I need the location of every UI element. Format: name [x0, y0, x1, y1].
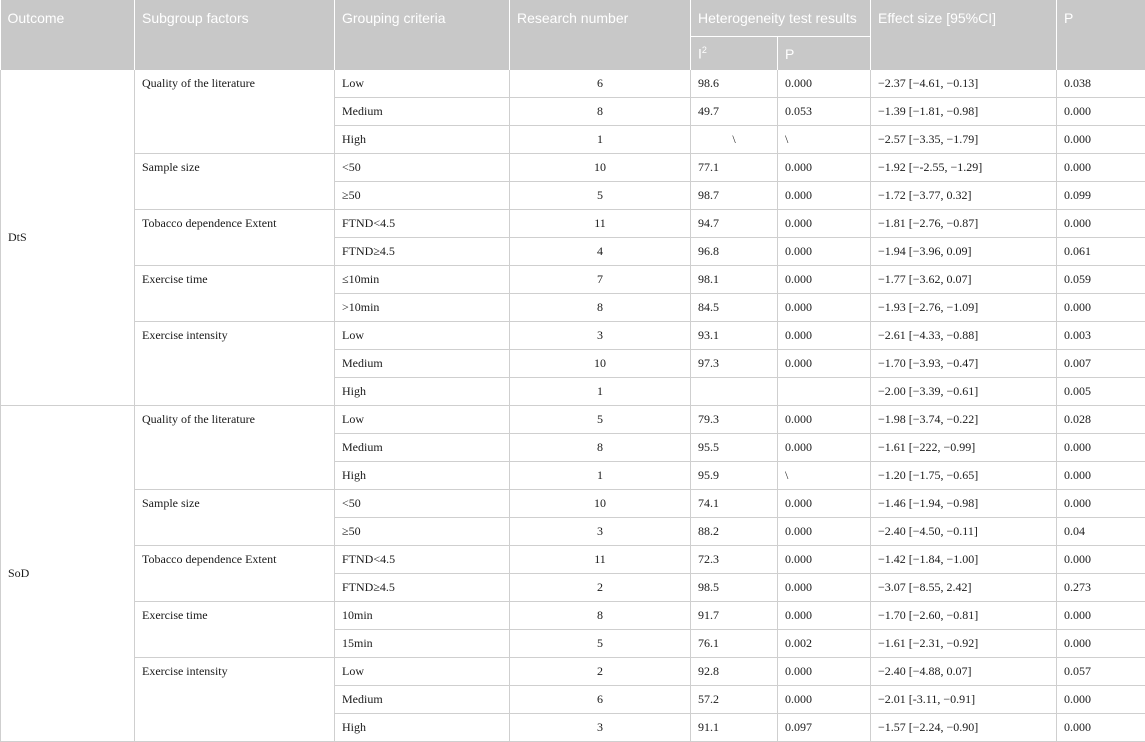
effect-size-cell: −1.61 [−2.31, −0.92] — [871, 630, 1057, 658]
heterogeneity-p-cell: \ — [778, 126, 871, 154]
p-value-cell: 0.007 — [1057, 350, 1145, 378]
p-value-cell: 0.000 — [1057, 630, 1145, 658]
grouping-criteria-cell: Medium — [335, 686, 510, 714]
effect-size-cell: −1.92 [−-2.55, −1.29] — [871, 154, 1057, 182]
header-i2 — [691, 37, 778, 71]
table-row — [1, 406, 1145, 434]
effect-size-cell: −1.46 [−1.94, −0.98] — [871, 490, 1057, 518]
subgroup-factor-cell: Sample size — [135, 154, 335, 210]
heterogeneity-p-cell: 0.000 — [778, 434, 871, 462]
effect-size-cell: −1.98 [−3.74, −0.22] — [871, 406, 1057, 434]
table-row — [1, 490, 1145, 518]
p-value-cell: 0.000 — [1057, 434, 1145, 462]
i2-cell: \ — [691, 126, 778, 154]
header-blank — [510, 37, 691, 71]
effect-size-cell: −1.70 [−3.93, −0.47] — [871, 350, 1057, 378]
grouping-criteria-cell: ≥50 — [335, 182, 510, 210]
p-value-cell: 0.000 — [1057, 294, 1145, 322]
p-value-cell: 0.000 — [1057, 546, 1145, 574]
research-number-cell: 5 — [510, 182, 691, 210]
grouping-criteria-cell: 15min — [335, 630, 510, 658]
effect-size-cell: −1.94 [−3.96, 0.09] — [871, 238, 1057, 266]
effect-size-cell: −1.39 [−1.81, −0.98] — [871, 98, 1057, 126]
grouping-criteria-cell: Low — [335, 658, 510, 686]
effect-size-cell: −1.42 [−1.84, −1.00] — [871, 546, 1057, 574]
heterogeneity-p-cell: \ — [778, 462, 871, 490]
subgroup-factor-cell: Quality of the literature — [135, 70, 335, 154]
table-row — [1, 210, 1145, 238]
header-blank — [1057, 37, 1145, 71]
i2-cell: 95.9 — [691, 462, 778, 490]
subgroup-factor-cell: Exercise intensity — [135, 658, 335, 742]
subgroup-factor-cell: Tobacco dependence Extent — [135, 546, 335, 602]
heterogeneity-p-cell: 0.000 — [778, 490, 871, 518]
p-value-cell: 0.04 — [1057, 518, 1145, 546]
research-number-cell: 11 — [510, 210, 691, 238]
subgroup-factor-cell: Exercise time — [135, 266, 335, 322]
heterogeneity-p-cell: 0.000 — [778, 266, 871, 294]
research-number-cell: 1 — [510, 462, 691, 490]
header-i2-label: I — [698, 46, 702, 62]
grouping-criteria-cell: High — [335, 714, 510, 742]
grouping-criteria-cell: FTND<4.5 — [335, 210, 510, 238]
table-header — [1, 0, 1145, 70]
p-value-cell: 0.273 — [1057, 574, 1145, 602]
research-number-cell: 10 — [510, 350, 691, 378]
effect-size-cell: −1.61 [−222, −0.99] — [871, 434, 1057, 462]
i2-cell: 77.1 — [691, 154, 778, 182]
header-heterogeneity: Heterogeneity test results — [691, 0, 871, 37]
grouping-criteria-cell: High — [335, 378, 510, 406]
i2-cell — [691, 378, 778, 406]
effect-size-cell: −1.72 [−3.77, 0.32] — [871, 182, 1057, 210]
p-value-cell: 0.000 — [1057, 714, 1145, 742]
subgroup-factor-cell: Quality of the literature — [135, 406, 335, 490]
header-blank — [135, 37, 335, 71]
i2-cell: 97.3 — [691, 350, 778, 378]
grouping-criteria-cell: Medium — [335, 434, 510, 462]
effect-size-cell: −3.07 [−8.55, 2.42] — [871, 574, 1057, 602]
subgroup-factor-cell: Tobacco dependence Extent — [135, 210, 335, 266]
heterogeneity-p-cell: 0.002 — [778, 630, 871, 658]
header-subgroup-factors: Subgroup factors — [135, 0, 335, 37]
effect-size-cell: −2.61 [−4.33, −0.88] — [871, 322, 1057, 350]
grouping-criteria-cell: 10min — [335, 602, 510, 630]
grouping-criteria-cell: Low — [335, 70, 510, 98]
effect-size-cell: −1.81 [−2.76, −0.87] — [871, 210, 1057, 238]
p-value-cell: 0.000 — [1057, 462, 1145, 490]
header-grouping-criteria: Grouping criteria — [335, 0, 510, 37]
p-value-cell: 0.028 — [1057, 406, 1145, 434]
research-number-cell: 6 — [510, 686, 691, 714]
grouping-criteria-cell: High — [335, 126, 510, 154]
i2-cell: 95.5 — [691, 434, 778, 462]
i2-cell: 84.5 — [691, 294, 778, 322]
research-number-cell: 8 — [510, 98, 691, 126]
research-number-cell: 2 — [510, 574, 691, 602]
grouping-criteria-cell: <50 — [335, 154, 510, 182]
outcome-cell: SoD — [1, 406, 135, 742]
heterogeneity-p-cell: 0.000 — [778, 294, 871, 322]
research-number-cell: 8 — [510, 434, 691, 462]
grouping-criteria-cell: FTND≥4.5 — [335, 238, 510, 266]
heterogeneity-p-cell: 0.000 — [778, 70, 871, 98]
research-number-cell: 5 — [510, 630, 691, 658]
header-p: P — [1057, 0, 1145, 37]
effect-size-cell: −2.40 [−4.50, −0.11] — [871, 518, 1057, 546]
grouping-criteria-cell: Medium — [335, 98, 510, 126]
i2-cell: 88.2 — [691, 518, 778, 546]
heterogeneity-p-cell — [778, 378, 871, 406]
research-number-cell: 10 — [510, 490, 691, 518]
p-value-cell: 0.059 — [1057, 266, 1145, 294]
i2-cell: 92.8 — [691, 658, 778, 686]
header-heterogeneity-p: P — [778, 37, 871, 71]
table-row — [1, 154, 1145, 182]
research-number-cell: 3 — [510, 322, 691, 350]
research-number-cell: 10 — [510, 154, 691, 182]
header-i2-superscript: 2 — [702, 45, 707, 55]
header-effect-size: Effect size [95%CI] — [871, 0, 1057, 37]
effect-size-cell: −2.01 [-3.11, −0.91] — [871, 686, 1057, 714]
grouping-criteria-cell: Low — [335, 322, 510, 350]
grouping-criteria-cell: FTND≥4.5 — [335, 574, 510, 602]
table-body — [1, 70, 1145, 742]
table-row — [1, 266, 1145, 294]
i2-cell: 98.7 — [691, 182, 778, 210]
effect-size-cell: −1.93 [−2.76, −1.09] — [871, 294, 1057, 322]
research-number-cell: 7 — [510, 266, 691, 294]
i2-cell: 74.1 — [691, 490, 778, 518]
heterogeneity-p-cell: 0.000 — [778, 322, 871, 350]
heterogeneity-p-cell: 0.000 — [778, 686, 871, 714]
i2-cell: 49.7 — [691, 98, 778, 126]
research-number-cell: 1 — [510, 126, 691, 154]
table-row — [1, 658, 1145, 686]
subgroup-factor-cell: Exercise time — [135, 602, 335, 658]
research-number-cell: 8 — [510, 294, 691, 322]
effect-size-cell: −2.40 [−4.88, 0.07] — [871, 658, 1057, 686]
header-blank — [335, 37, 510, 71]
i2-cell: 57.2 — [691, 686, 778, 714]
p-value-cell: 0.057 — [1057, 658, 1145, 686]
i2-cell: 72.3 — [691, 546, 778, 574]
effect-size-cell: −1.20 [−1.75, −0.65] — [871, 462, 1057, 490]
i2-cell: 91.1 — [691, 714, 778, 742]
grouping-criteria-cell: <50 — [335, 490, 510, 518]
p-value-cell: 0.005 — [1057, 378, 1145, 406]
subgroup-factor-cell: Exercise intensity — [135, 322, 335, 406]
research-number-cell: 5 — [510, 406, 691, 434]
research-number-cell: 3 — [510, 518, 691, 546]
research-number-cell: 11 — [510, 546, 691, 574]
research-number-cell: 4 — [510, 238, 691, 266]
effect-size-cell: −1.57 [−2.24, −0.90] — [871, 714, 1057, 742]
research-number-cell: 2 — [510, 658, 691, 686]
table-row — [1, 322, 1145, 350]
heterogeneity-p-cell: 0.000 — [778, 350, 871, 378]
p-value-cell: 0.000 — [1057, 602, 1145, 630]
research-number-cell: 8 — [510, 602, 691, 630]
i2-cell: 98.1 — [691, 266, 778, 294]
heterogeneity-p-cell: 0.000 — [778, 406, 871, 434]
p-value-cell: 0.000 — [1057, 154, 1145, 182]
heterogeneity-p-cell: 0.000 — [778, 182, 871, 210]
effect-size-cell: −1.70 [−2.60, −0.81] — [871, 602, 1057, 630]
i2-cell: 98.5 — [691, 574, 778, 602]
table-row — [1, 70, 1145, 98]
outcome-cell: DtS — [1, 70, 135, 406]
subgroup-factor-cell: Sample size — [135, 490, 335, 546]
i2-cell: 79.3 — [691, 406, 778, 434]
i2-cell: 98.6 — [691, 70, 778, 98]
header-blank — [871, 37, 1057, 71]
heterogeneity-p-cell: 0.000 — [778, 658, 871, 686]
heterogeneity-p-cell: 0.097 — [778, 714, 871, 742]
i2-cell: 76.1 — [691, 630, 778, 658]
i2-cell: 96.8 — [691, 238, 778, 266]
p-value-cell: 0.000 — [1057, 686, 1145, 714]
heterogeneity-p-cell: 0.000 — [778, 154, 871, 182]
p-value-cell: 0.000 — [1057, 210, 1145, 238]
grouping-criteria-cell: Medium — [335, 350, 510, 378]
i2-cell: 93.1 — [691, 322, 778, 350]
heterogeneity-p-cell: 0.000 — [778, 574, 871, 602]
p-value-cell: 0.003 — [1057, 322, 1145, 350]
table-row — [1, 602, 1145, 630]
heterogeneity-p-cell: 0.053 — [778, 98, 871, 126]
grouping-criteria-cell: >10min — [335, 294, 510, 322]
grouping-criteria-cell: ≥50 — [335, 518, 510, 546]
header-research-number: Research number — [510, 0, 691, 37]
i2-cell: 91.7 — [691, 602, 778, 630]
p-value-cell: 0.099 — [1057, 182, 1145, 210]
grouping-criteria-cell: FTND<4.5 — [335, 546, 510, 574]
p-value-cell: 0.000 — [1057, 98, 1145, 126]
research-number-cell: 6 — [510, 70, 691, 98]
heterogeneity-p-cell: 0.000 — [778, 518, 871, 546]
header-blank — [1, 37, 135, 71]
effect-size-cell: −2.37 [−4.61, −0.13] — [871, 70, 1057, 98]
p-value-cell: 0.000 — [1057, 126, 1145, 154]
effect-size-cell: −2.00 [−3.39, −0.61] — [871, 378, 1057, 406]
effect-size-cell: −1.77 [−3.62, 0.07] — [871, 266, 1057, 294]
research-number-cell: 3 — [510, 714, 691, 742]
grouping-criteria-cell: Low — [335, 406, 510, 434]
header-outcome: Outcome — [1, 0, 135, 37]
heterogeneity-p-cell: 0.000 — [778, 210, 871, 238]
research-number-cell: 1 — [510, 378, 691, 406]
p-value-cell: 0.000 — [1057, 490, 1145, 518]
p-value-cell: 0.061 — [1057, 238, 1145, 266]
heterogeneity-p-cell: 0.000 — [778, 546, 871, 574]
heterogeneity-p-cell: 0.000 — [778, 238, 871, 266]
p-value-cell: 0.038 — [1057, 70, 1145, 98]
grouping-criteria-cell: ≤10min — [335, 266, 510, 294]
i2-cell: 94.7 — [691, 210, 778, 238]
heterogeneity-p-cell: 0.000 — [778, 602, 871, 630]
table-row — [1, 546, 1145, 574]
grouping-criteria-cell: High — [335, 462, 510, 490]
effect-size-cell: −2.57 [−3.35, −1.79] — [871, 126, 1057, 154]
